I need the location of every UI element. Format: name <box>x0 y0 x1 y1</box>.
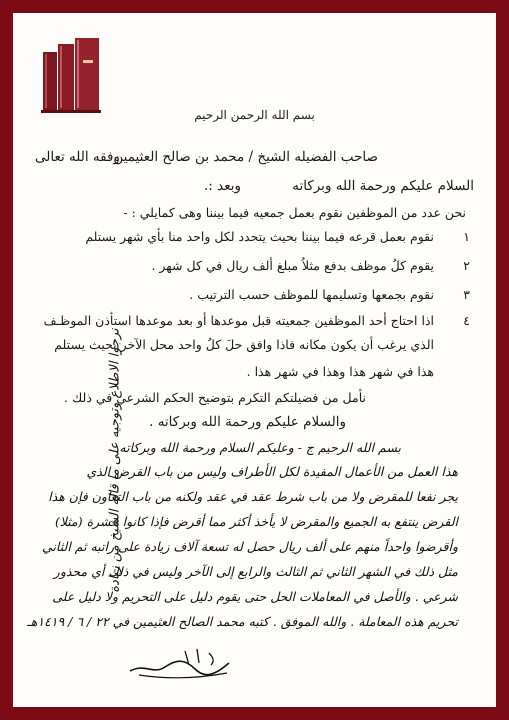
item-line: هذا في شهر هذا وهذا في شهر هذا . <box>246 364 434 379</box>
answer-line: تحريم هذه المعاملة . والله الموفق . كتبه محمد الصالح العثيمين في ٢٢ / ٦ / ١٤١٩هـ <box>27 614 458 629</box>
answer-line: بسم الله الرحيم ج - وعليكم السلام ورحمة الله وبركاته <box>119 440 401 455</box>
answer-line: مثل ذلك في الشهر الثاني ثم الثالث والرابع إلى الآخر وليس في ذلك أي محذور <box>53 564 458 579</box>
signature <box>125 641 235 681</box>
item-line: نقوم بجمعها وتسليمها للموظف حسب الترتيب . <box>189 287 434 302</box>
answer-line: يجر نفعا للمقرض ولا من باب شرط عقد في عقد ولكنه من باب التعاون فإن هذا <box>48 489 458 504</box>
item-number: ٢ <box>463 258 470 273</box>
letter-intro: نحن عدد من الموظفين نقوم بعمل جمعيه فيما بيننا وهى كمايلي : - <box>123 205 466 220</box>
item-number: ١ <box>463 229 470 244</box>
item-line: اذا احتاج أحد الموظفين جمعيته قبل موعدها أو بعد موعدها استأذن الموظـف <box>43 313 434 328</box>
answer-line: هذا العمل من الأعمال المفيدة لكل الأطراف وليس من باب القرض الذي <box>86 464 458 479</box>
letter-request: نأمل من فضيلتكم التكرم بتوضيح الحكم الشرعي في ذلك . <box>64 390 366 405</box>
bismillah-heading: بسم الله الرحمن الرحيم <box>194 108 315 122</box>
books-logo <box>41 36 103 114</box>
answer-line: شرعي . والأصل في المعاملات الحل حتى يقوم دليل على التحريم ولا دليل على <box>52 589 458 604</box>
item-number: ٣ <box>463 287 470 302</box>
answer-line: وأقرضوا واحداً منهم على ألف ريال حصل له تسعة آلاف زيادة على راتبه ثم الثاني <box>42 539 458 554</box>
recipient-blessing: وفقه الله تعالى <box>35 149 120 165</box>
recipient-name: صاحب الفضيله الشيخ / محمد بن صالح العثيمين <box>113 149 378 165</box>
margin-note: نرجوا الاطلاع وتوجيه على ما قاله الشيخ من زيادة <box>107 328 123 593</box>
item-line: يقوم كلُ موظف بدفع مثلاُ مبلغ ألف ريال في كل شهر . <box>151 258 434 273</box>
letter-closing: والسلام عليكم ورحمة الله وبركاته . <box>149 414 346 430</box>
answer-line: القرض ينتفع به الجميع والمقرض لا يأخذ أكثر مما أقرض فإذا كانوا عشرة (مثلا) <box>54 514 458 529</box>
greeting-after: وبعد :. <box>203 178 241 194</box>
item-line: الذي يرغب أن يكون مكانه فاذا وافق حلَ كلُ واحد محل الآخر بحيث يستلم <box>54 337 434 352</box>
greeting: السلام عليكم ورحمة الله وبركاته <box>292 178 474 194</box>
item-line: نقوم بعمل قرعه فيما بيننا بحيث يتحدد لكل واحد منا بأي شهر يستلم <box>85 229 434 244</box>
item-number: ٤ <box>463 313 470 328</box>
document-page <box>13 13 496 707</box>
